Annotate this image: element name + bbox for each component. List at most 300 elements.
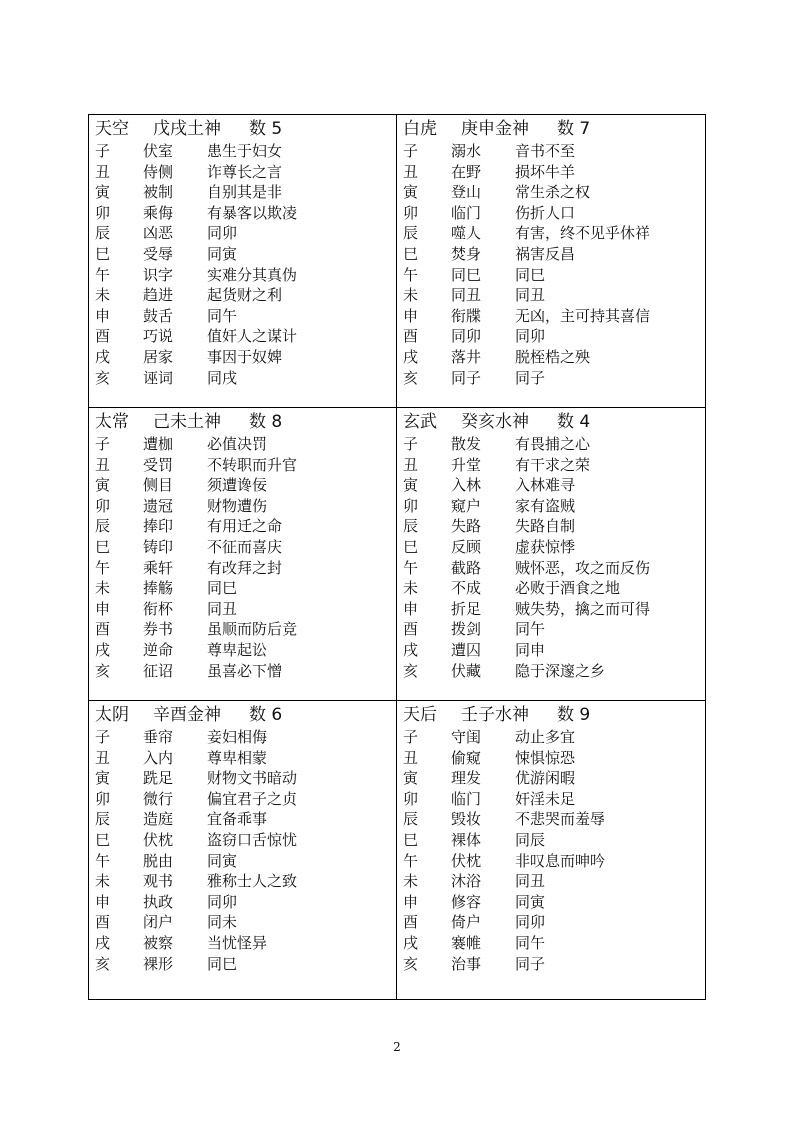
panel-heading: [403, 703, 705, 727]
deity-table: [88, 114, 706, 1000]
branch-row: [95, 661, 396, 682]
deity-name: 太常: [95, 412, 129, 432]
meaning: 同子: [515, 368, 546, 387]
state: 毁妆: [451, 810, 482, 829]
state: 升堂: [451, 455, 482, 474]
branch: 未: [403, 579, 419, 598]
meaning: 失路自制: [515, 517, 576, 536]
meaning: 雅称士人之致: [207, 872, 298, 891]
branch: 子: [403, 728, 419, 746]
branch-row: [403, 326, 705, 347]
branch: 丑: [95, 455, 111, 474]
deity-panel: [397, 115, 705, 408]
branch: 卯: [95, 203, 111, 222]
state: 窥户: [451, 496, 482, 515]
state: 侧目: [143, 476, 174, 495]
branch-row: [95, 619, 396, 640]
deity-number: 数 5: [249, 119, 283, 139]
state: 衔牒: [451, 306, 482, 325]
branch-row: [95, 496, 396, 517]
branch: 寅: [403, 183, 419, 202]
state: 临门: [451, 203, 482, 222]
branch: 亥: [95, 661, 111, 680]
deity-panel: [397, 408, 705, 701]
state: 伏枕: [451, 851, 482, 870]
branch-row: [403, 368, 705, 389]
state: 同巳: [451, 265, 482, 284]
meaning: 同子: [515, 954, 546, 973]
branch: 午: [403, 265, 419, 284]
branch: 丑: [403, 455, 419, 474]
meaning: 事因于奴婢: [207, 347, 283, 366]
state: 遭枷: [143, 435, 174, 453]
state: 受辱: [143, 244, 174, 263]
state: 截路: [451, 558, 482, 577]
state: 逆命: [143, 640, 174, 659]
branch-row: [403, 599, 705, 620]
deity-number: 数 8: [249, 412, 283, 432]
branch: 亥: [403, 661, 419, 680]
branch: 午: [95, 851, 111, 870]
branch: 辰: [95, 810, 111, 829]
state: 裸形: [143, 954, 174, 973]
branch-row: [95, 789, 396, 810]
branch-row: [95, 578, 396, 599]
meaning: 入林难寻: [515, 476, 576, 495]
meaning: 值奸人之谋计: [207, 327, 298, 346]
branch-row: [403, 851, 705, 872]
meaning: 贼怀恶，攻之而反伤: [515, 558, 651, 577]
meaning: 尊卑相蒙: [207, 748, 268, 767]
branch-row: [95, 516, 396, 537]
branch: 午: [95, 558, 111, 577]
branch: 子: [95, 435, 111, 453]
meaning: 必败于酒食之地: [515, 579, 621, 598]
branch: 午: [403, 851, 419, 870]
branch: 亥: [95, 954, 111, 973]
meaning: 财物文书暗动: [207, 769, 298, 788]
meaning: 同寅: [207, 244, 238, 263]
state: 识字: [143, 265, 174, 284]
branch-row: [403, 475, 705, 496]
state: 噬人: [451, 224, 482, 243]
branch: 巳: [95, 537, 111, 556]
branch-row: [403, 830, 705, 851]
branch-row: [95, 871, 396, 892]
meaning: 同卯: [515, 913, 546, 932]
branch-row: [403, 871, 705, 892]
deity-element: 戊戌土神: [153, 119, 221, 139]
meaning: 同辰: [515, 830, 546, 849]
branch-row: [95, 347, 396, 368]
state: 散发: [451, 435, 482, 453]
branch: 未: [95, 286, 111, 305]
branch: 酉: [403, 620, 419, 639]
state: 居家: [143, 347, 174, 366]
meaning: 须遭谗佞: [207, 476, 268, 495]
state: 微行: [143, 789, 174, 808]
branch: 酉: [95, 620, 111, 639]
meaning: 同丑: [515, 872, 546, 891]
branch-row: [403, 954, 705, 975]
branch-row: [95, 558, 396, 579]
deity-name: 白虎: [403, 119, 437, 139]
meaning: 无凶，主可持其喜信: [515, 306, 651, 325]
deity-name: 太阴: [95, 705, 129, 725]
branch-row: [403, 661, 705, 682]
state: 观书: [143, 872, 174, 891]
meaning: 同丑: [207, 599, 238, 618]
state: 券书: [143, 620, 174, 639]
state: 闭户: [143, 913, 174, 932]
deity-element: 己未土神: [153, 412, 221, 432]
meaning: 优游闲暇: [515, 769, 576, 788]
branch: 子: [95, 728, 111, 746]
deity-panel: [89, 115, 397, 408]
panel-heading: [403, 117, 705, 141]
meaning: 同申: [515, 640, 546, 659]
state: 受罚: [143, 455, 174, 474]
branch-row: [403, 933, 705, 954]
meaning: 必值决罚: [207, 435, 268, 453]
branch: 酉: [95, 913, 111, 932]
meaning: 同午: [207, 306, 238, 325]
branch: 辰: [403, 810, 419, 829]
meaning: 音书不至: [515, 142, 576, 160]
meaning: 妾妇相侮: [207, 728, 268, 746]
state: 衔杯: [143, 599, 174, 618]
page-number: 2: [393, 1040, 401, 1054]
state: 伏室: [143, 142, 174, 160]
meaning: 有畏捕之心: [515, 435, 591, 453]
branch-row: [95, 954, 396, 975]
state: 修容: [451, 892, 482, 911]
meaning: 同卯: [515, 327, 546, 346]
meaning: 损坏牛羊: [515, 162, 576, 181]
meaning: 贼失势，擒之而可得: [515, 599, 651, 618]
meaning: 当忧怪异: [207, 933, 268, 952]
panel-heading: [403, 410, 705, 434]
branch-row: [95, 455, 396, 476]
meaning: 不转职而升官: [207, 455, 298, 474]
deity-panel: [89, 701, 397, 999]
branch: 辰: [95, 517, 111, 536]
state: 被制: [143, 183, 174, 202]
deity-panel: [89, 408, 397, 701]
branch-row: [403, 727, 705, 748]
branch: 巳: [403, 537, 419, 556]
panel-heading: [95, 703, 396, 727]
branch-row: [403, 912, 705, 933]
branch-row: [95, 537, 396, 558]
branch-row: [403, 578, 705, 599]
meaning: 同午: [515, 620, 546, 639]
state: 入林: [451, 476, 482, 495]
deity-number: 数 4: [557, 412, 591, 432]
branch: 未: [403, 286, 419, 305]
branch: 酉: [95, 327, 111, 346]
state: 诬词: [143, 368, 174, 387]
meaning: 宜备乖事: [207, 810, 268, 829]
branch-row: [403, 203, 705, 224]
meaning: 同卯: [207, 224, 238, 243]
state: 沐浴: [451, 872, 482, 891]
meaning: 同巳: [207, 579, 238, 598]
branch: 酉: [403, 913, 419, 932]
branch: 辰: [403, 517, 419, 536]
branch: 亥: [403, 954, 419, 973]
meaning: 虽喜必下憎: [207, 661, 283, 680]
branch-row: [95, 933, 396, 954]
meaning: 诈尊长之言: [207, 162, 283, 181]
meaning: 悚惧惊恐: [515, 748, 576, 767]
branch-row: [403, 162, 705, 183]
meaning: 有暴客以欺凌: [207, 203, 298, 222]
branch-row: [403, 789, 705, 810]
state: 脱由: [143, 851, 174, 870]
deity-name: 天后: [403, 705, 437, 725]
branch: 戌: [403, 640, 419, 659]
state: 守闺: [451, 728, 482, 746]
state: 同丑: [451, 286, 482, 305]
deity-element: 癸亥水神: [461, 412, 529, 432]
deity-name: 玄武: [403, 412, 437, 432]
branch: 午: [95, 265, 111, 284]
branch-row: [95, 640, 396, 661]
branch-row: [403, 558, 705, 579]
branch-row: [403, 768, 705, 789]
branch-row: [403, 306, 705, 327]
branch: 酉: [403, 327, 419, 346]
state: 鼓舌: [143, 306, 174, 325]
branch-row: [403, 455, 705, 476]
branch-row: [403, 347, 705, 368]
state: 反顾: [451, 537, 482, 556]
branch-row: [403, 516, 705, 537]
branch: 辰: [95, 224, 111, 243]
branch-row: [95, 912, 396, 933]
meaning: 非叹息而呻吟: [515, 851, 606, 870]
state: 在野: [451, 162, 482, 181]
state: 被察: [143, 933, 174, 952]
state: 同卯: [451, 327, 482, 346]
meaning: 盗窃口舌惊忧: [207, 830, 298, 849]
branch: 巳: [95, 244, 111, 263]
state: 执政: [143, 892, 174, 911]
meaning: 隐于深邃之乡: [515, 661, 606, 680]
meaning: 同寅: [515, 892, 546, 911]
state: 凶恶: [143, 224, 174, 243]
branch-row: [95, 326, 396, 347]
branch-row: [403, 223, 705, 244]
branch: 申: [95, 599, 111, 618]
branch: 申: [403, 892, 419, 911]
branch-row: [95, 285, 396, 306]
state: 捧印: [143, 517, 174, 536]
meaning: 尊卑起讼: [207, 640, 268, 659]
meaning: 偏宜君子之贞: [207, 789, 298, 808]
branch-row: [403, 244, 705, 265]
meaning: 同巳: [515, 265, 546, 284]
meaning: 有害，终不见乎休祥: [515, 224, 651, 243]
branch: 申: [95, 892, 111, 911]
branch-row: [403, 748, 705, 769]
branch-row: [95, 182, 396, 203]
state: 落井: [451, 347, 482, 366]
state: 征诏: [143, 661, 174, 680]
branch: 卯: [95, 789, 111, 808]
meaning: 虽顺而防后竞: [207, 620, 298, 639]
meaning: 自别其是非: [207, 183, 283, 202]
meaning: 同未: [207, 913, 238, 932]
branch: 子: [403, 435, 419, 453]
deity-name: 天空: [95, 119, 129, 139]
branch-row: [95, 748, 396, 769]
branch: 子: [403, 142, 419, 160]
branch-row: [95, 368, 396, 389]
branch-row: [403, 496, 705, 517]
branch-row: [403, 892, 705, 913]
panel-heading: [95, 117, 396, 141]
branch-row: [95, 244, 396, 265]
state: 捧觞: [143, 579, 174, 598]
branch-row: [95, 141, 396, 162]
state: 侍侧: [143, 162, 174, 181]
meaning: 同戌: [207, 368, 238, 387]
branch: 寅: [95, 183, 111, 202]
branch-row: [95, 162, 396, 183]
branch-row: [403, 265, 705, 286]
branch: 戌: [403, 933, 419, 952]
branch-row: [95, 265, 396, 286]
branch: 寅: [95, 769, 111, 788]
branch-row: [95, 727, 396, 748]
meaning: 同卯: [207, 892, 238, 911]
meaning: 同丑: [515, 286, 546, 305]
branch-row: [403, 640, 705, 661]
state: 垂帘: [143, 728, 174, 746]
deity-element: 庚申金神: [461, 119, 529, 139]
state: 失路: [451, 517, 482, 536]
state: 乘轩: [143, 558, 174, 577]
meaning: 伤折人口: [515, 203, 576, 222]
meaning: 同寅: [207, 851, 238, 870]
state: 焚身: [451, 244, 482, 263]
deity-element: 辛酉金神: [153, 705, 221, 725]
branch: 丑: [95, 162, 111, 181]
state: 理发: [451, 769, 482, 788]
branch: 子: [95, 142, 111, 160]
branch-row: [95, 830, 396, 851]
meaning: 有用迁之命: [207, 517, 283, 536]
branch: 亥: [403, 368, 419, 387]
branch-row: [95, 475, 396, 496]
state: 褰帷: [451, 933, 482, 952]
meaning: 同午: [515, 933, 546, 952]
branch: 寅: [403, 769, 419, 788]
branch: 卯: [403, 496, 419, 515]
state: 倚户: [451, 913, 482, 932]
meaning: 实难分其真伪: [207, 265, 298, 284]
deity-element: 壬子水神: [461, 705, 529, 725]
state: 不成: [451, 579, 482, 598]
branch: 未: [403, 872, 419, 891]
meaning: 财物遭伤: [207, 496, 268, 515]
state: 伏枕: [143, 830, 174, 849]
branch-row: [95, 223, 396, 244]
branch: 戌: [95, 640, 111, 659]
branch: 亥: [95, 368, 111, 387]
branch: 申: [403, 306, 419, 325]
branch-row: [95, 768, 396, 789]
branch-row: [403, 537, 705, 558]
state: 登山: [451, 183, 482, 202]
meaning: 不悲哭而羞辱: [515, 810, 606, 829]
branch: 卯: [95, 496, 111, 515]
state: 跣足: [143, 769, 174, 788]
branch: 申: [403, 599, 419, 618]
branch: 巳: [95, 830, 111, 849]
state: 伏藏: [451, 661, 482, 680]
state: 造庭: [143, 810, 174, 829]
branch: 丑: [403, 162, 419, 181]
branch: 丑: [403, 748, 419, 767]
branch: 未: [95, 579, 111, 598]
deity-number: 数 6: [249, 705, 283, 725]
branch-row: [403, 182, 705, 203]
branch: 未: [95, 872, 111, 891]
meaning: 同巳: [207, 954, 238, 973]
branch: 丑: [95, 748, 111, 767]
branch-row: [403, 809, 705, 830]
state: 裸体: [451, 830, 482, 849]
meaning: 常生杀之权: [515, 183, 591, 202]
branch-row: [95, 306, 396, 327]
branch-row: [95, 434, 396, 455]
deity-number: 数 9: [557, 705, 591, 725]
branch: 巳: [403, 830, 419, 849]
state: 入内: [143, 748, 174, 767]
state: 偷窥: [451, 748, 482, 767]
meaning: 奸淫未足: [515, 789, 576, 808]
panel-heading: [95, 410, 396, 434]
branch: 巳: [403, 244, 419, 263]
state: 铸印: [143, 537, 174, 556]
meaning: 虚获惊悸: [515, 537, 576, 556]
state: 治事: [451, 954, 482, 973]
branch-row: [403, 141, 705, 162]
branch-row: [95, 809, 396, 830]
meaning: 家有盗贼: [515, 496, 576, 515]
branch-row: [403, 434, 705, 455]
branch-row: [95, 599, 396, 620]
branch: 戌: [403, 347, 419, 366]
state: 趋进: [143, 286, 174, 305]
meaning: 不征而喜庆: [207, 537, 283, 556]
meaning: 有改拜之封: [207, 558, 283, 577]
state: 溺水: [451, 142, 482, 160]
branch-row: [95, 892, 396, 913]
state: 同子: [451, 368, 482, 387]
branch: 寅: [95, 476, 111, 495]
meaning: 起货财之利: [207, 286, 283, 305]
state: 临门: [451, 789, 482, 808]
meaning: 患生于妇女: [207, 142, 283, 160]
branch: 午: [403, 558, 419, 577]
branch-row: [403, 619, 705, 640]
branch-row: [403, 285, 705, 306]
branch: 申: [95, 306, 111, 325]
